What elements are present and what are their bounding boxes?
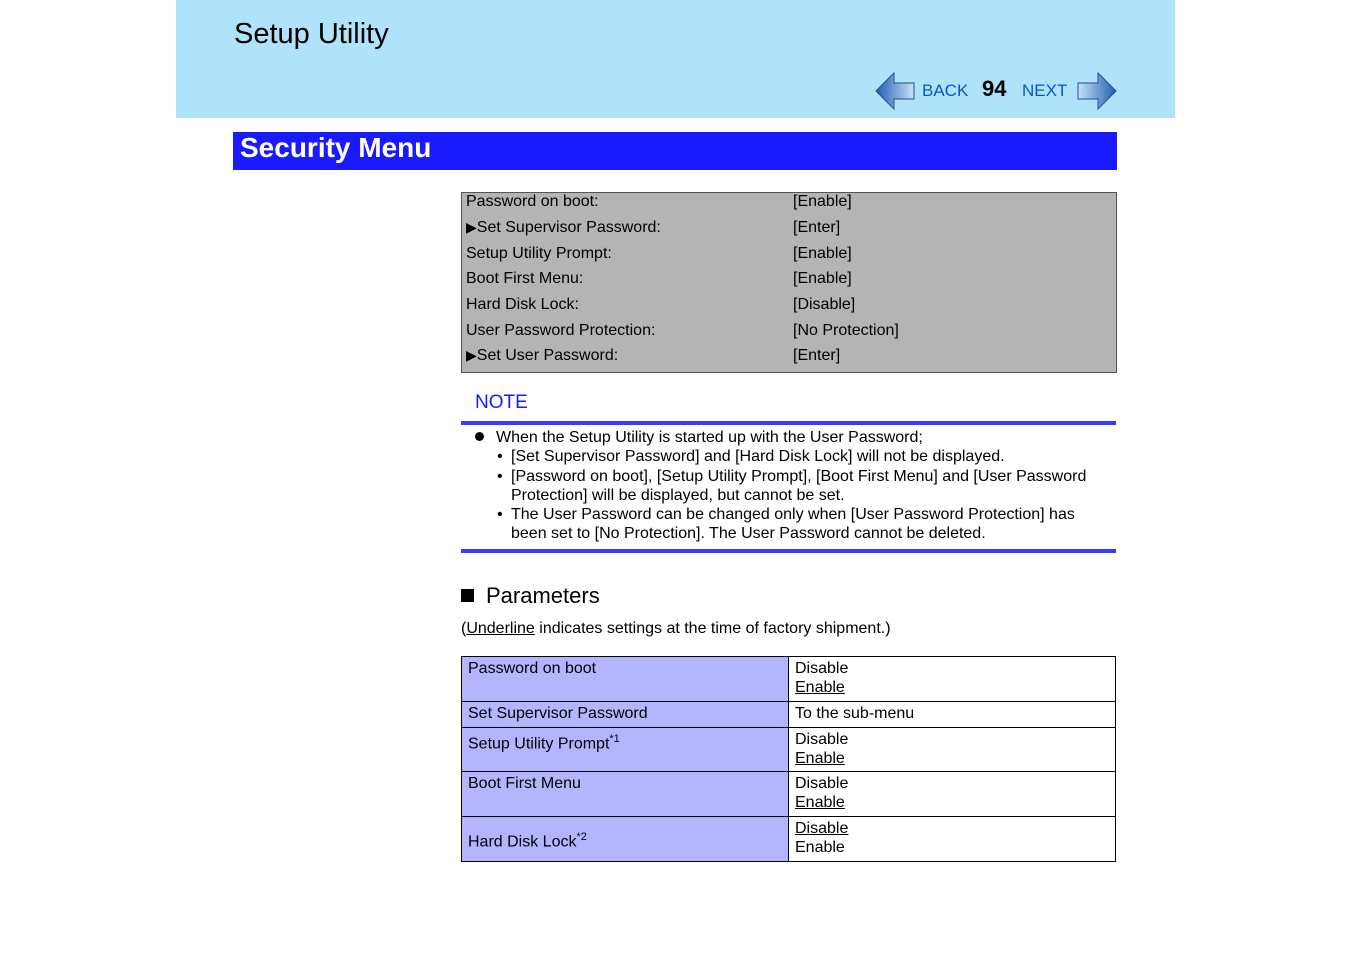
- parameter-name: Boot First Menu: [462, 772, 789, 817]
- note-top-rule: [461, 421, 1116, 425]
- page-number: 94: [982, 76, 1007, 101]
- back-arrow-icon: [874, 72, 918, 110]
- bios-screen: [461, 192, 1117, 373]
- next-label: NEXT: [1022, 81, 1068, 100]
- parameter-name: Setup Utility Prompt$^{*1}$: [462, 728, 789, 772]
- parameters-table: [461, 656, 1116, 862]
- bios-value: [No Protection]: [793, 322, 899, 339]
- parameters-heading: Parameters: [461, 583, 600, 609]
- bios-value: [Enable]: [793, 193, 852, 210]
- table-row: [462, 817, 1116, 862]
- square-bullet-icon: [461, 589, 474, 602]
- bullet-icon: •: [497, 448, 503, 465]
- table-row: [462, 772, 1116, 817]
- parameter-values: Disable Enable: [789, 657, 1116, 702]
- bios-label: User Password Protection:: [466, 322, 656, 339]
- bios-label: ▶Set Supervisor Password:: [466, 219, 661, 236]
- note-label: NOTE: [475, 392, 528, 413]
- bios-value: [Enter]: [793, 347, 841, 364]
- bios-value: [Enter]: [793, 219, 841, 236]
- parameter-values: Disable Enable: [789, 728, 1116, 772]
- table-row: [462, 657, 1116, 702]
- table-row: [462, 728, 1116, 772]
- parameter-name: Set Supervisor Password: [462, 702, 789, 728]
- bios-label: ▶Set User Password:: [466, 347, 619, 364]
- back-button[interactable]: [874, 72, 974, 110]
- note-main-item: When the Setup Utility is started up with the User Password;: [475, 428, 923, 447]
- bios-row: [462, 347, 1116, 369]
- bullet-dot-icon: [475, 432, 484, 441]
- section-title: Security Menu: [240, 132, 432, 163]
- bios-row: [462, 193, 1116, 215]
- bios-label: Hard Disk Lock:: [466, 296, 579, 313]
- bios-row: [462, 296, 1116, 318]
- bios-label: Boot First Menu:: [466, 270, 584, 287]
- bios-row: [462, 322, 1116, 344]
- back-label: BACK: [922, 81, 969, 100]
- next-button[interactable]: [1022, 72, 1118, 110]
- bios-row: [462, 270, 1116, 292]
- bios-label: Password on boot:: [466, 193, 599, 210]
- bios-value: [Enable]: [793, 245, 852, 262]
- table-row: [462, 702, 1116, 728]
- submenu-arrow-icon: ▶: [466, 347, 477, 363]
- document-title: Setup Utility: [234, 18, 389, 50]
- bullet-icon: •: [497, 468, 503, 485]
- next-arrow-icon: [1074, 72, 1118, 110]
- bullet-icon: •: [497, 506, 503, 523]
- bios-value: [Disable]: [793, 296, 856, 313]
- page-header: [176, 0, 1175, 118]
- note-bottom-rule: [461, 549, 1116, 553]
- parameter-name: Password on boot: [462, 657, 789, 702]
- bios-row: [462, 245, 1116, 267]
- parameters-note: (Underline indicates settings at the time of factory shipment.): [461, 620, 891, 637]
- bios-value: [Enable]: [793, 270, 852, 287]
- parameter-values: Disable Enable: [789, 817, 1116, 862]
- parameter-name: Hard Disk Lock$^{*2}$: [462, 817, 789, 862]
- bios-row: [462, 219, 1116, 241]
- bios-label: Setup Utility Prompt:: [466, 245, 612, 262]
- parameter-values: To the sub-menu: [789, 702, 1116, 728]
- submenu-arrow-icon: ▶: [466, 219, 477, 235]
- section-title-bar: [233, 132, 1117, 170]
- parameter-values: Disable Enable: [789, 772, 1116, 817]
